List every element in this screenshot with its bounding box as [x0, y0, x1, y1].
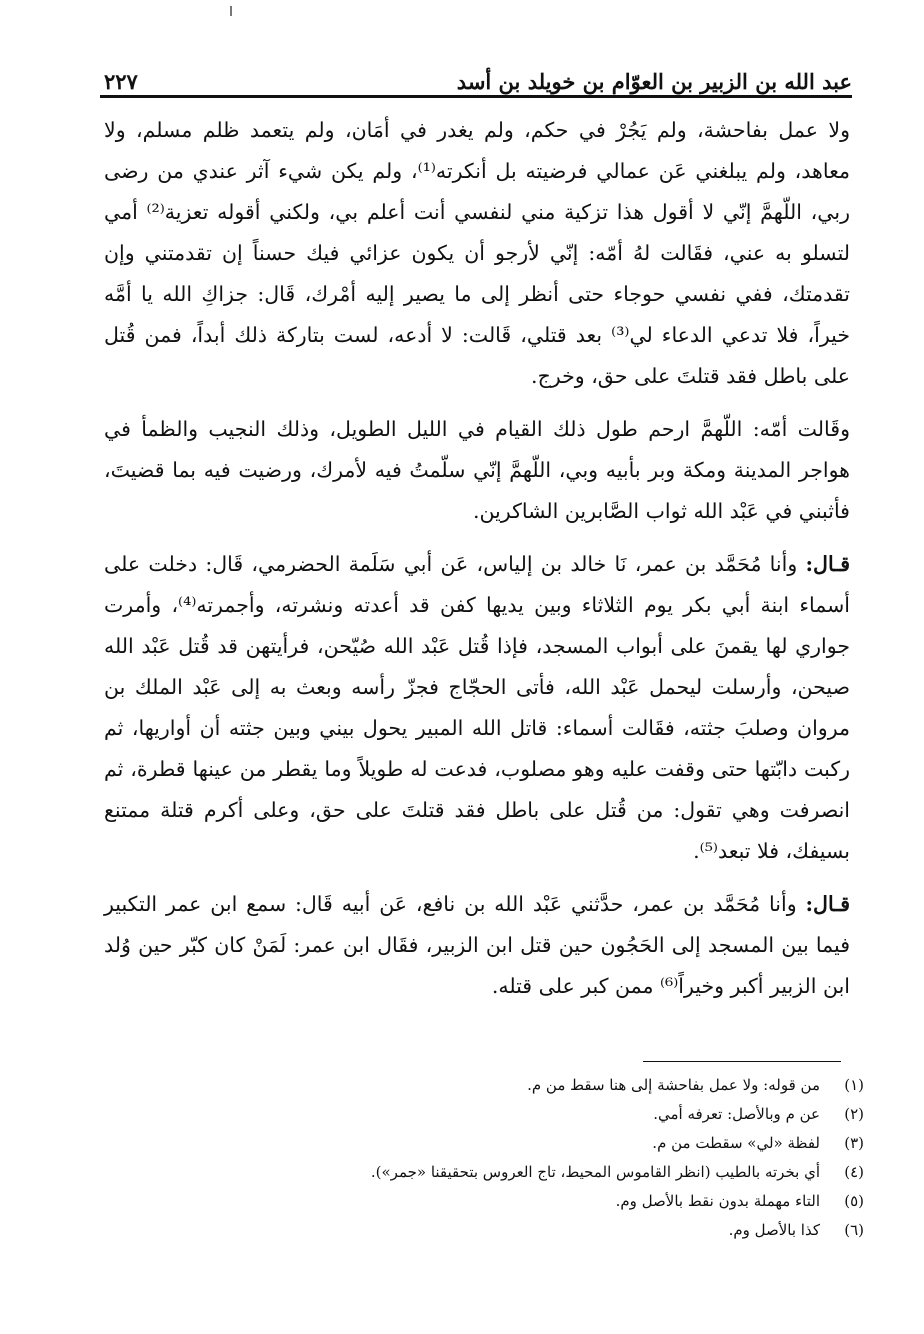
narration-text: وأنا مُحَمَّد بن عمر، نَا خالد بن إلياس، عَن أبي سَلَمة الحضرمي، قَال: دخلت على أسماء ابنة أبي بكر يوم الثلاثاء وبين يديها كفن قد أعدته ونشرته، وأجمرته⁽⁴⁾، وأمرت جواري لها يقمنَ على أبواب المسجد، فإذا قُتل عَبْد الله صُيّحن، فرأيتهن قد قُتل عَبْد الله صيحن، وأرسلت ليحمل عَبْد الله، فأتى الحجّاج فجزّ رأسه وبعث به إلى عَبْد الملك بن مروان وصلبَ جثته، فقَالت أسماء: قاتل الله المبير يحول بيني وبين جثته أن أواريها، ثم ركبت دابّتها حتى وقفت عليه وهو مصلوب، فدعت له طويلاً وما يقطر من عينها قطرة، ثم انصرفت وهي تقول: من قُتل على باطل فقد قتلتَ على حق، وعلى أكرم قتلة ممتنع بسيفك، فلا تبعد⁽⁵⁾. [104, 552, 850, 863]
page-number: ٢٢٧ [104, 69, 138, 94]
footnote-number: (٣) [844, 1134, 864, 1152]
footnotes [104, 1071, 864, 1245]
running-title: عبد الله بن الزبير بن العوّام بن خويلد بن أسد [456, 69, 852, 94]
footnote [104, 1187, 864, 1216]
header-rule [100, 95, 852, 98]
narration-1 [104, 544, 850, 872]
narration-label: قـال: [805, 552, 850, 576]
footnote [104, 1216, 864, 1245]
footnote-number: (٦) [844, 1221, 864, 1239]
footnote-number: (١) [844, 1076, 864, 1094]
footnote-text: كذا بالأصل وم. [728, 1221, 820, 1239]
scan-speck [230, 6, 232, 16]
narration-text: وأنا مُحَمَّد بن عمر، حدَّثني عَبْد الله بن نافع، عَن أبيه قَال: سمع ابن عمر التكبير فيما بين المسجد إلى الحَجُون حين قتل ابن الزبير، فقَال ابن عمر: لَمَنْ كان كبّر حين وُلد ابن الزبير أكبر وخيراً⁽⁶⁾ ممن كبر على قتله. [104, 892, 850, 998]
narration-label: قـال: [805, 892, 850, 916]
footnote [104, 1100, 864, 1129]
paragraph-2: وقَالت أمّه: اللّهمَّ ارحم طول ذلك القيام في الليل الطويل، وذلك النجيب والظمأ في هواجر المدينة ومكة وبر بأبيه وبي، اللّهمَّ إنّي سلّمتُ فيه لأمرك، ورضيت فيه بما قضيتَ، فأثبني في عَبْد الله ثواب الصَّابرين الشاكرين. [104, 417, 850, 523]
footnote-text: أي بخرته بالطيب (انظر القاموس المحيط، تاج العروس بتحقيقنا «جمر»). [370, 1163, 820, 1181]
footnote [104, 1129, 864, 1158]
page-header [104, 50, 852, 94]
footnote-text: لفظة «لي» سقطت من م. [652, 1134, 820, 1152]
footnote-rule [643, 1061, 841, 1062]
footnote-number: (٤) [844, 1163, 864, 1181]
footnote-text: التاء مهملة بدون نقط بالأصل وم. [615, 1192, 820, 1210]
footnote-number: (٢) [844, 1105, 864, 1123]
main-text [104, 110, 850, 1017]
narration-2 [104, 884, 850, 1007]
footnote-text: عن م وبالأصل: تعرفه أمي. [653, 1105, 820, 1123]
footnote [104, 1071, 864, 1100]
paragraph-1: ولا عمل بفاحشة، ولم يَجُرْ في حكم، ولم يغدر في أمَان، ولم يتعمد ظلم مسلم، ولا معاهد، ولم يبلغني عَن عمالي فرضيته بل أنكرته⁽¹⁾، ولم يكن شيء آثر عندي من رضى ربي، اللّهمَّ إنّي لا أقول هذا تزكية مني لنفسي أنت أعلم بي، ولكني أقوله تعزية⁽²⁾ أمي لتسلو به عني، فقَالت لهُ أمّه: إنّي لأرجو أن يكون عزائي فيك حسناً إن تقدمتني وإن تقدمتك، ففي نفسي حوجاء حتى أنظر إلى ما يصير إليه أمْرك، قَال: جزاكِ الله يا أمَّه خيراً، فلا تدعي الدعاء لي⁽³⁾ بعد قتلي، قَالت: لا أدعه، لست بتاركة ذلك أبداً، فمن قُتل على باطل فقد قتلتَ على حق، وخرج. [104, 118, 850, 388]
footnote-text: من قوله: ولا عمل بفاحشة إلى هنا سقط من م. [527, 1076, 820, 1094]
footnote [104, 1158, 864, 1187]
footnote-number: (٥) [844, 1192, 864, 1210]
